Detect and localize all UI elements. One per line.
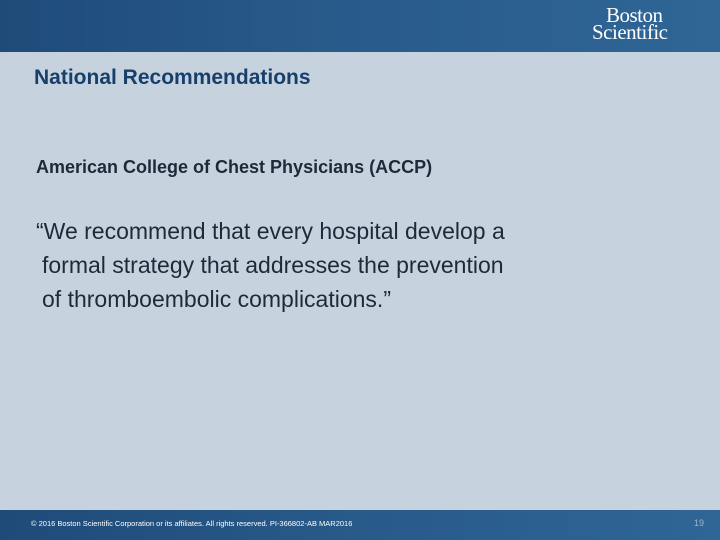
logo-word-boston: Boston: [606, 3, 663, 27]
header-band: [0, 0, 720, 52]
quote-line-1: “We recommend that every hospital develop a: [36, 218, 505, 244]
logo-word-scientific: Scientific: [592, 20, 668, 44]
quote-line-2: formal strategy that addresses the prevention: [42, 252, 504, 278]
copyright-notice: © 2016 Boston Scientific Corporation or its affiliates. All rights reserved. PI-366802-AB MAR2016: [31, 519, 353, 528]
recommendation-quote: [36, 214, 636, 316]
slide-title: National Recommendations: [34, 66, 311, 89]
page-number: 19: [693, 518, 704, 528]
slide-subtitle: American College of Chest Physicians (ACCP): [36, 157, 433, 177]
quote-line-3: of thromboembolic complications.”: [42, 286, 391, 312]
boston-scientific-logo: [592, 4, 704, 46]
